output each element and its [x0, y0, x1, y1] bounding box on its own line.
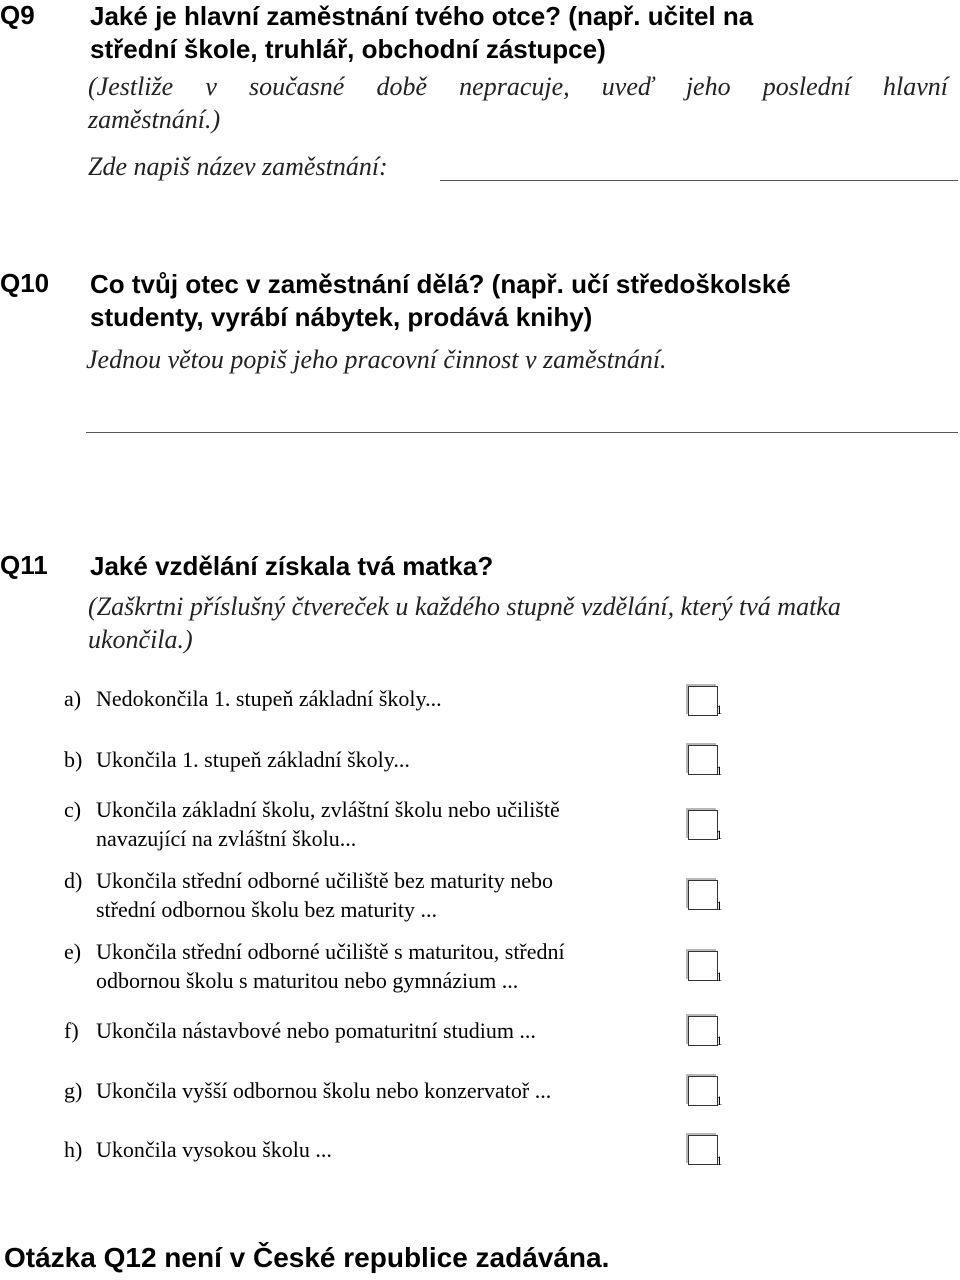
option-c-letter: c) — [64, 797, 82, 822]
option-f-letter: f) — [64, 1018, 79, 1043]
option-g-code: 1 — [716, 1093, 723, 1108]
q10-answer-line[interactable] — [86, 432, 958, 433]
q10-number: Q10 — [0, 268, 50, 298]
option-b — [64, 745, 664, 775]
option-c-checkbox[interactable] — [688, 810, 718, 840]
q10-instruction: Jednou větou popiš jeho pracovní činnost v zaměstnání. — [86, 345, 667, 374]
q9-answer-line[interactable] — [440, 180, 958, 181]
q9-prompt: Zde napiš název zaměstnání: — [88, 152, 388, 181]
option-d-checkbox[interactable] — [688, 880, 718, 910]
option-d — [64, 866, 664, 926]
option-d-text-line2: střední odbornou školu bez maturity ... — [96, 897, 437, 922]
option-e-letter: e) — [64, 939, 82, 964]
option-e-code: 1 — [716, 969, 723, 984]
q10-title-line2: studenty, vyrábí nábytek, prodává knihy) — [90, 302, 593, 332]
option-h-checkbox[interactable] — [688, 1135, 718, 1165]
option-c-text-line1: Ukončila základní školu, zvláštní školu nebo učiliště — [96, 797, 560, 822]
option-f-code: 1 — [716, 1033, 723, 1048]
q11-instruction-line1: (Zaškrtni příslušný čtvereček u každého stupně vzdělání, který tvá matka — [88, 592, 841, 621]
option-c-code: 1 — [716, 827, 723, 842]
option-h-text: Ukončila vysokou školu ... — [96, 1137, 332, 1162]
q11-instruction-line2: ukončila.) — [88, 625, 193, 654]
q9-title-line2: střední škole, truhlář, obchodní zástupce) — [90, 34, 606, 64]
q9-number: Q9 — [0, 0, 35, 30]
option-g-checkbox[interactable] — [688, 1076, 718, 1106]
option-g-text: Ukončila vyšší odbornou školu nebo konzervatoř ... — [96, 1078, 552, 1103]
option-d-letter: d) — [64, 868, 83, 893]
option-d-code: 1 — [716, 898, 723, 913]
option-f — [64, 1016, 664, 1046]
footer-note: Otázka Q12 není v České republice zadávána. — [4, 1242, 610, 1273]
q9-title-line1: Jaké je hlavní zaměstnání tvého otce? (např. učitel na — [90, 1, 754, 31]
q9-instruction — [88, 70, 948, 136]
option-b-letter: b) — [64, 747, 83, 772]
option-e-checkbox[interactable] — [688, 951, 718, 981]
option-a-code: 1 — [716, 702, 723, 717]
option-g-letter: g) — [64, 1078, 83, 1103]
option-h-code: 1 — [716, 1153, 723, 1168]
option-e-text-line1: Ukončila střední odborné učiliště s maturitou, střední — [96, 939, 565, 964]
q9-title — [90, 0, 950, 66]
option-a-letter: a) — [64, 686, 82, 711]
option-c — [64, 795, 664, 855]
option-b-code: 1 — [716, 763, 723, 778]
option-a-text: Nedokončila 1. stupeň základní školy... — [96, 686, 442, 711]
q11-number: Q11 — [0, 550, 48, 580]
option-d-text-line1: Ukončila střední odborné učiliště bez maturity nebo — [96, 868, 553, 893]
option-a — [64, 684, 664, 714]
option-h-letter: h) — [64, 1137, 83, 1162]
option-e — [64, 937, 664, 997]
q10-title-line1: Co tvůj otec v zaměstnání dělá? (např. učí středoškolské — [90, 269, 791, 299]
option-f-text: Ukončila nástavbové nebo pomaturitní studium ... — [96, 1018, 536, 1043]
option-c-text-line2: navazující na zvláštní školu... — [96, 826, 357, 851]
option-g — [64, 1076, 664, 1106]
option-f-checkbox[interactable] — [688, 1016, 718, 1046]
option-b-text: Ukončila 1. stupeň základní školy... — [96, 747, 410, 772]
option-h — [64, 1135, 664, 1165]
q11-title: Jaké vzdělání získala tvá matka? — [90, 551, 494, 581]
q9-instruction-line1: (Jestliže v současné době nepracuje, uveď jeho poslední hlavní — [88, 72, 948, 101]
option-a-checkbox[interactable] — [688, 686, 718, 716]
option-b-checkbox[interactable] — [688, 745, 718, 775]
option-e-text-line2: odbornou školu s maturitou nebo gymnázium ... — [96, 968, 519, 993]
q10-title — [90, 268, 950, 334]
q11-instruction — [88, 590, 948, 656]
q9-instruction-line2: zaměstnání.) — [88, 105, 221, 134]
